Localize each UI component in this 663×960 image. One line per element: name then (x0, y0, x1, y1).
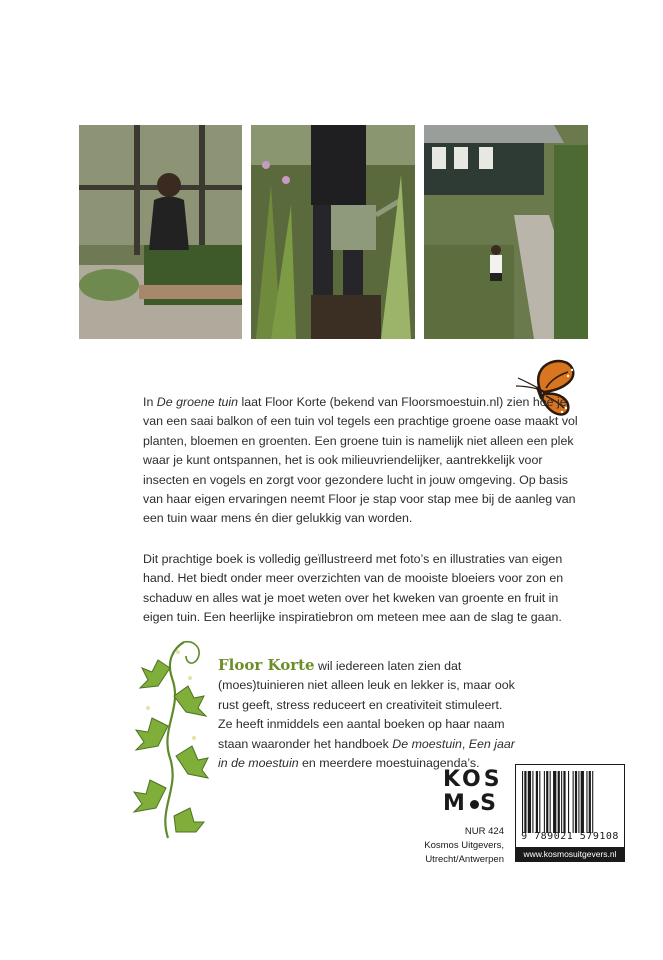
description-paragraph-1: In De groene tuin laat Floor Korte (bekend van Floorsmoestuin.nl) zien hoe je van een saai balkon of een tuin vol tegels een prachtige groene oase maakt vol planten, bloemen en groenten. Een groene tuin is namelijk niet alleen een plek waar je kunt ontspannen, het is ook milieuvriendelijker, aantrekkelijk voor insecten en vogels en zorgt voor gezondere lucht in jouw omgeving. Op basis van haar eigen ervaringen neemt Floor je stap voor stap mee bij de aanleg van een tuin waar mens én dier gelukkig van worden. (143, 395, 578, 526)
author-name: Floor Korte (218, 656, 315, 674)
watering-can-photo (251, 125, 415, 339)
kosmos-logo: KOS M S (443, 767, 503, 816)
publisher-info (390, 825, 504, 867)
isbn-number: 9 789021 579108 (521, 831, 619, 842)
author-bio: Floor Korte wil iedereen laten zien dat (moes)tuinieren niet alleen leuk en lekker is, maar ook rust geeft, stress reduceert en creativiteit stimuleert. Ze heeft inmiddels een aantal boeken op haar naam staan waaronder het handboek De moestuin, Een jaar in de moestuin en meerdere moestuinagenda’s. (218, 656, 515, 771)
barcode-bars (522, 771, 618, 833)
garden-path-photo (424, 125, 588, 339)
greenhouse-photo (79, 125, 242, 339)
logo-dot-icon (470, 800, 479, 809)
description-paragraph-2: Dit prachtige boek is volledig geïllustreerd met foto’s en illustraties van eigen hand. Het biedt onder meer overzichten van de mooiste bloeiers voor zon en schaduw en alles wat je moet weten over het kweken van groente en fruit in eigen tuin. Een heerlijke inspiratiebron om meteen mee aan de slag te gaan. (143, 552, 564, 625)
book-title: De groene tuin (156, 395, 239, 409)
nur-code: NUR 424 (464, 826, 504, 837)
isbn-barcode (515, 764, 625, 862)
publisher-url: www.kosmosuitgevers.nl (516, 847, 624, 861)
publisher-city: Utrecht/Antwerpen (425, 854, 504, 865)
photo-strip (79, 125, 588, 339)
ivy-vine-illustration (128, 638, 210, 840)
publisher-name: Kosmos Uitgevers, (424, 840, 504, 851)
